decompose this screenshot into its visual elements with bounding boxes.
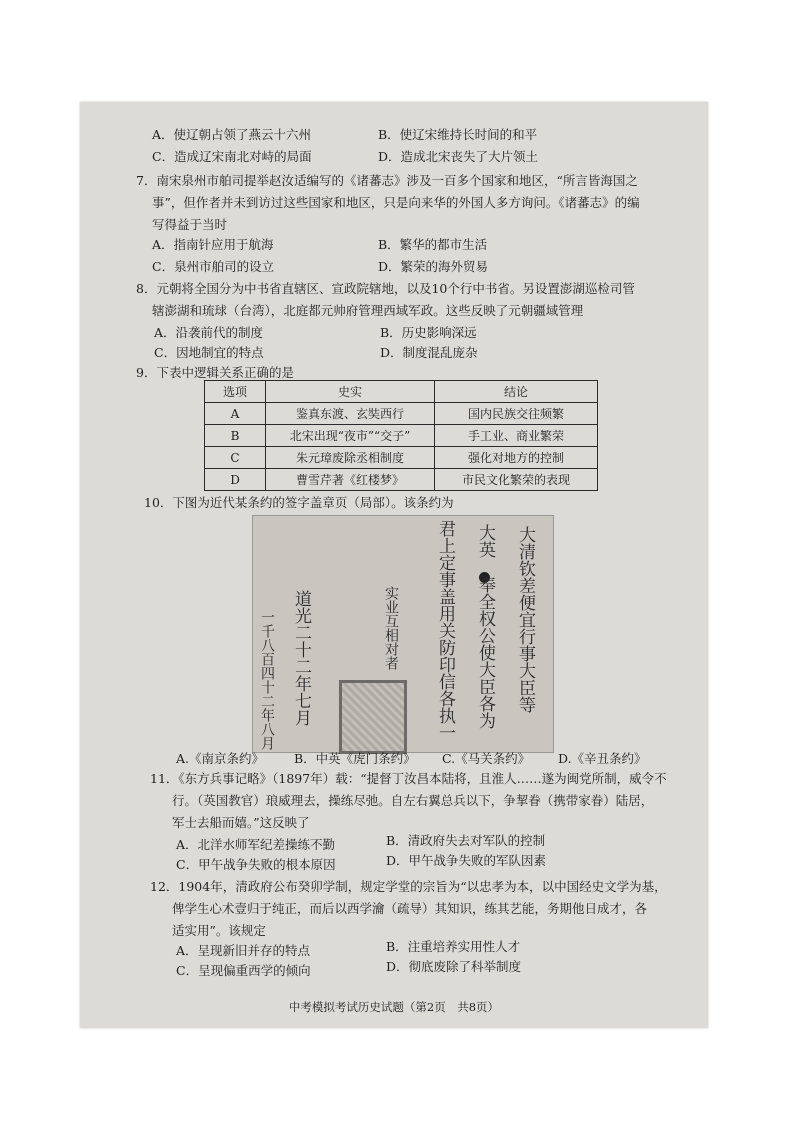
q8-option-b: B．历史影响深远 (380, 325, 477, 340)
q11-option-a: A．北洋水师军纪差操练不勤 (176, 837, 336, 852)
q7-option-a: A．指南针应用于航海 (152, 237, 274, 252)
q9-cell: 北宋出现“夜市”“交子” (266, 425, 435, 447)
q7-line-3: 写得益于当时 (152, 217, 228, 232)
treaty-column-4: 君上定事盖用关防印信各执一 (435, 520, 455, 741)
q9-cell: 朱元璋废除丞相制度 (266, 447, 435, 469)
treaty-column-1: 大清钦差便宜行事大臣等 (515, 526, 535, 713)
q8-option-d: D．制度混乱庞杂 (380, 345, 478, 360)
table-row (205, 469, 598, 491)
q11-line-1: 11．《东方兵事记略》（1897年）载：“提督丁汝昌本陆将，且淮人……遂为闽党所制，威令不 (150, 771, 667, 786)
q9-header-option: 选项 (205, 381, 266, 403)
q11-option-c: C．甲午战争失败的根本原因 (176, 857, 336, 872)
q8-line-2: 辖澎湖和琉球（台湾），北庭都元帅府管理西域军政。这些反映了元朝疆域管理 (152, 303, 584, 318)
q12-line-3: 适实用”。该规定 (172, 923, 266, 938)
q11-option-d: D．甲午战争失败的军队因素 (386, 853, 547, 868)
q9-cell: 鉴真东渡、玄奘西行 (266, 403, 435, 425)
q10-option-c: C.《马关条约》 (442, 751, 531, 766)
q11-line-3: 军士去船而嬉。”这反映了 (172, 815, 310, 830)
q9-header-conclusion: 结论 (435, 381, 598, 403)
q12-line-1: 12．1904年，清政府公布癸卯学制，规定学堂的宗旨为“以忠孝为本，以中国经史文学为基， (150, 879, 667, 894)
exam-page (80, 102, 708, 1028)
q12-option-d: D．彻底废除了科举制度 (386, 959, 522, 974)
q8-option-c: C．因地制宜的特点 (154, 345, 264, 360)
q9-header-fact: 史实 (266, 381, 435, 403)
q10-option-d: D.《辛丑条约》 (558, 751, 647, 766)
treaty-column-7: 一千八百四十二年八月 (259, 610, 275, 750)
q12-line-2: 俾学生心术壹归于纯正，而后以西学瀹（疏导）其知识，练其艺能，务期他日成才，各 (172, 901, 648, 916)
q7-option-b: B．繁华的都市生活 (378, 237, 488, 252)
q8-line-1: 8．元朝将全国分为中书省直辖区、宣政院辖地，以及10个行中书省。另设置澎湖巡检司管 (136, 281, 635, 296)
q6-option-d: D．造成北宋丧失了大片领土 (378, 149, 539, 164)
q9-cell: 市民文化繁荣的表现 (435, 469, 598, 491)
q9-table-header (205, 381, 598, 403)
q12-option-b: B．注重培养实用性人才 (386, 939, 521, 954)
treaty-column-5: 实业互相对者 (383, 586, 399, 670)
q9-cell: 国内民族交往频繁 (435, 403, 598, 425)
page-footer: 中考模拟考试历史试题（第2页 共8页） (288, 1000, 500, 1014)
treaty-column-2: 大英 (475, 524, 495, 558)
q12-option-a: A．呈现新旧并存的特点 (176, 943, 311, 958)
q9-cell: A (205, 403, 266, 425)
q9-cell: 手工业、商业繁荣 (435, 425, 598, 447)
q9-cell: 曹雪芹著《红楼梦》 (266, 469, 435, 491)
treaty-column-3: 奉全权公使大臣各为 (475, 576, 495, 729)
q6-option-a: A．使辽朝占领了燕云十六州 (152, 127, 312, 142)
table-row (205, 425, 598, 447)
q6-option-c: C．造成辽宋南北对峙的局面 (152, 149, 312, 164)
q7-line-2: 事”，但作者并未到访过这些国家和地区，只是向来华的外国人多方询问。《诸蕃志》的编 (152, 195, 640, 210)
treaty-column-6: 道光二十二年七月 (291, 590, 311, 726)
q10-stem: 10．下图为近代某条约的签字盖章页（局部）。该条约为 (144, 495, 454, 510)
q9-cell: B (205, 425, 266, 447)
q10-option-b: B．中英《虎门条约》 (294, 751, 416, 766)
q11-option-b: B．清政府失去对军队的控制 (386, 833, 546, 848)
table-row (205, 403, 598, 425)
q7-option-d: D．繁荣的海外贸易 (378, 259, 489, 274)
official-seal (339, 680, 407, 754)
treaty-signature-image (252, 515, 554, 753)
q10-option-a: A.《南京条约》 (176, 751, 265, 766)
q7-option-c: C．泉州市舶司的设立 (152, 259, 275, 274)
q9-cell: 强化对地方的控制 (435, 447, 598, 469)
q7-line-1: 7．南宋泉州市舶司提举赵汝适编写的《诸蕃志》涉及一百多个国家和地区，“所言皆海国之 (136, 173, 638, 188)
q8-option-a: A．沿袭前代的制度 (154, 325, 264, 340)
q9-cell: C (205, 447, 266, 469)
q11-line-2: 行。（英国教官）琅威理去，操练尽弛。自左右翼总兵以下，争挈眷（携带家眷）陆居， (172, 793, 654, 808)
q9-stem: 9．下表中逻辑关系正确的是 (136, 365, 294, 380)
q6-option-b: B．使辽宋维持长时间的和平 (378, 127, 538, 142)
table-row (205, 447, 598, 469)
q12-option-c: C．呈现偏重西学的倾向 (176, 963, 311, 978)
q9-cell: D (205, 469, 266, 491)
q9-table (204, 380, 598, 491)
